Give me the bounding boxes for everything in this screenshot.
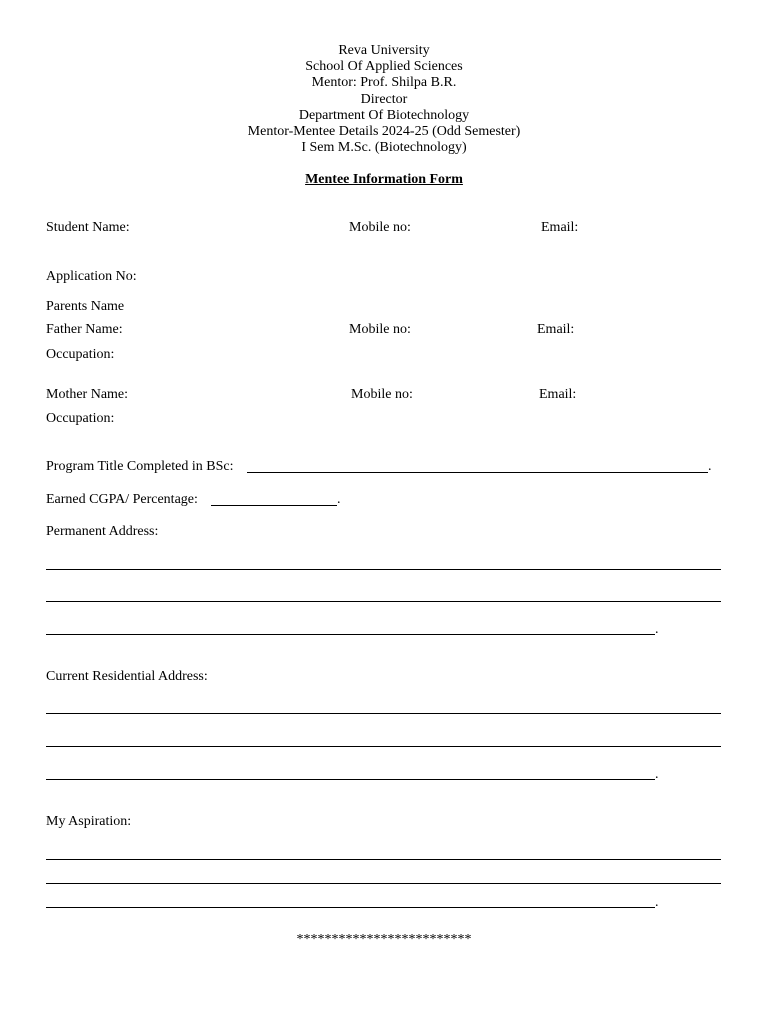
permanent-address-line-1 xyxy=(46,569,721,570)
father-mobile-label: Mobile no: xyxy=(349,322,411,337)
program-title-period: . xyxy=(708,459,712,474)
program-title-line xyxy=(247,472,708,473)
father-name-label: Father Name: xyxy=(46,322,123,337)
department-name: Department Of Biotechnology xyxy=(298,107,470,123)
program-title-label: Program Title Completed in BSc: xyxy=(46,459,234,474)
aspiration-label: My Aspiration: xyxy=(46,814,132,829)
details-year: Mentor-Mentee Details 2024-25 (Odd Semester) xyxy=(247,124,521,140)
aspiration-period: . xyxy=(655,895,659,910)
father-occupation-label: Occupation: xyxy=(46,347,115,362)
university-name: Reva University xyxy=(338,43,430,58)
mother-mobile-label: Mobile no: xyxy=(351,387,413,402)
cgpa-period: . xyxy=(337,492,341,507)
student-name-label: Student Name: xyxy=(46,220,130,235)
permanent-address-line-3 xyxy=(46,634,655,635)
student-mobile-label: Mobile no: xyxy=(349,220,411,235)
semester-program: I Sem M.Sc. (Biotechnology) xyxy=(301,140,467,156)
mother-name-label: Mother Name: xyxy=(46,387,129,402)
aspiration-line-2 xyxy=(46,883,721,884)
permanent-address-period: . xyxy=(655,622,659,637)
cgpa-line xyxy=(211,505,337,506)
father-email-label: Email: xyxy=(537,322,575,337)
parents-heading: Parents Name xyxy=(46,299,125,314)
permanent-address-label: Permanent Address: xyxy=(46,524,159,539)
current-address-line-3 xyxy=(46,779,655,780)
current-address-label: Current Residential Address: xyxy=(46,669,208,684)
mother-email-label: Email: xyxy=(539,387,577,402)
student-email-label: Email: xyxy=(541,220,579,235)
school-name: School Of Applied Sciences xyxy=(305,59,463,75)
permanent-address-line-2 xyxy=(46,601,721,602)
designation: Director xyxy=(360,91,408,107)
current-address-line-2 xyxy=(46,746,721,747)
current-address-period: . xyxy=(655,767,659,782)
document-header xyxy=(0,43,768,156)
current-address-line-1 xyxy=(46,713,721,714)
aspiration-line-3 xyxy=(46,907,655,908)
form-title: Mentee Information Form xyxy=(305,172,463,187)
footer-asterisks: ************************* xyxy=(296,932,472,947)
mentor-name: Mentor: Prof. Shilpa B.R. xyxy=(311,75,457,91)
mother-occupation-label: Occupation: xyxy=(46,411,115,426)
aspiration-line-1 xyxy=(46,859,721,860)
cgpa-label: Earned CGPA/ Percentage: xyxy=(46,492,198,507)
application-no-label: Application No: xyxy=(46,269,137,284)
